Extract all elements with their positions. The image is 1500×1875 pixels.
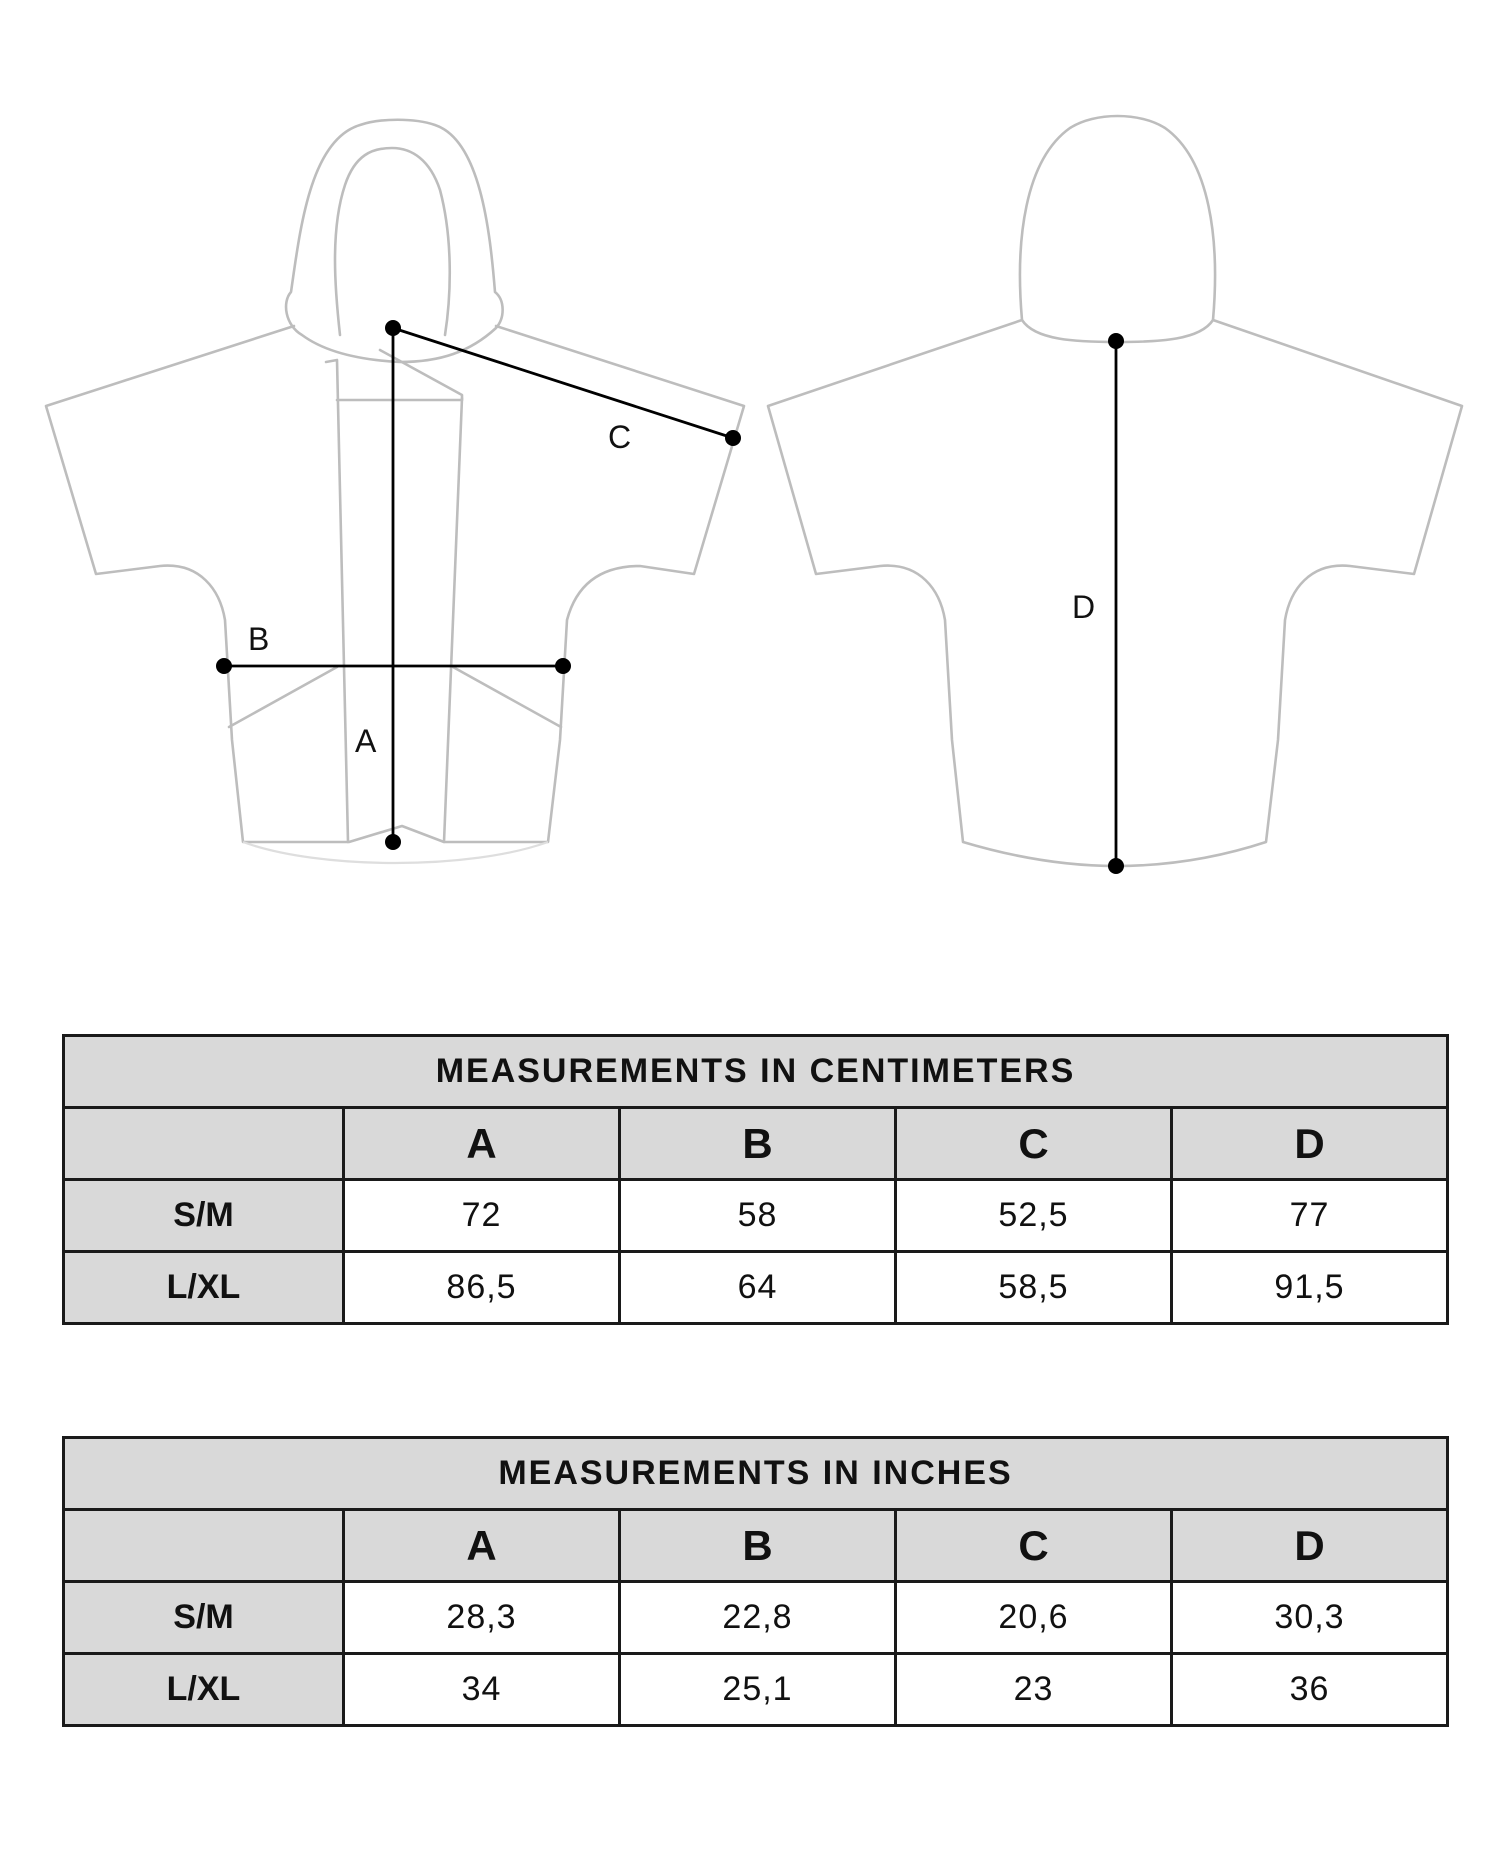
header-col-d: D <box>1172 1108 1448 1180</box>
table-row <box>64 1252 1448 1324</box>
header-col-a: A <box>344 1108 620 1180</box>
measure-a-label: A <box>355 723 377 759</box>
value-cell: 77 <box>1172 1180 1448 1252</box>
value-cell: 34 <box>344 1654 620 1726</box>
value-cell: 58,5 <box>896 1252 1172 1324</box>
table-header-row <box>64 1510 1448 1582</box>
measure-a-bottom-point <box>385 834 401 850</box>
front-placket-left <box>326 360 348 842</box>
measure-c-label: C <box>608 419 632 455</box>
size-table-centimeters <box>62 1034 1449 1325</box>
value-cell: 23 <box>896 1654 1172 1726</box>
front-hood-inner <box>335 148 450 335</box>
measure-d-label: D <box>1072 589 1096 625</box>
header-col-c: C <box>896 1108 1172 1180</box>
value-cell: 64 <box>620 1252 896 1324</box>
measure-b-right-point <box>555 658 571 674</box>
header-col-b: B <box>620 1510 896 1582</box>
size-label: S/M <box>64 1180 344 1252</box>
value-cell: 72 <box>344 1180 620 1252</box>
table-row <box>64 1654 1448 1726</box>
value-cell: 22,8 <box>620 1582 896 1654</box>
value-cell: 86,5 <box>344 1252 620 1324</box>
measure-b-left-point <box>216 658 232 674</box>
table-row <box>64 1180 1448 1252</box>
size-label: L/XL <box>64 1654 344 1726</box>
size-label: S/M <box>64 1582 344 1654</box>
header-empty-cell <box>64 1510 344 1582</box>
header-col-c: C <box>896 1510 1172 1582</box>
measure-c-end-point <box>725 430 741 446</box>
value-cell: 20,6 <box>896 1582 1172 1654</box>
header-empty-cell <box>64 1108 344 1180</box>
table-title: MEASUREMENTS IN CENTIMETERS <box>64 1036 1448 1108</box>
measure-b-label: B <box>248 621 270 657</box>
value-cell: 91,5 <box>1172 1252 1448 1324</box>
header-col-b: B <box>620 1108 896 1180</box>
front-pocket-left <box>229 667 337 727</box>
measure-c-line <box>393 328 733 438</box>
garment-diagram <box>0 0 1500 900</box>
size-label: L/XL <box>64 1252 344 1324</box>
table-title: MEASUREMENTS IN INCHES <box>64 1438 1448 1510</box>
value-cell: 28,3 <box>344 1582 620 1654</box>
measure-d-bottom-point <box>1108 858 1124 874</box>
table-row <box>64 1582 1448 1654</box>
front-body-outline <box>46 326 744 842</box>
back-hood-outline <box>1020 116 1215 342</box>
size-table-inches <box>62 1436 1449 1727</box>
value-cell: 58 <box>620 1180 896 1252</box>
front-pocket-right <box>453 667 561 727</box>
front-placket-right <box>444 398 462 842</box>
header-col-d: D <box>1172 1510 1448 1582</box>
back-view <box>768 116 1462 874</box>
front-view <box>46 120 744 863</box>
table-header-row <box>64 1108 1448 1180</box>
measure-d-top-point <box>1108 333 1124 349</box>
value-cell: 36 <box>1172 1654 1448 1726</box>
value-cell: 25,1 <box>620 1654 896 1726</box>
value-cell: 52,5 <box>896 1180 1172 1252</box>
value-cell: 30,3 <box>1172 1582 1448 1654</box>
header-col-a: A <box>344 1510 620 1582</box>
